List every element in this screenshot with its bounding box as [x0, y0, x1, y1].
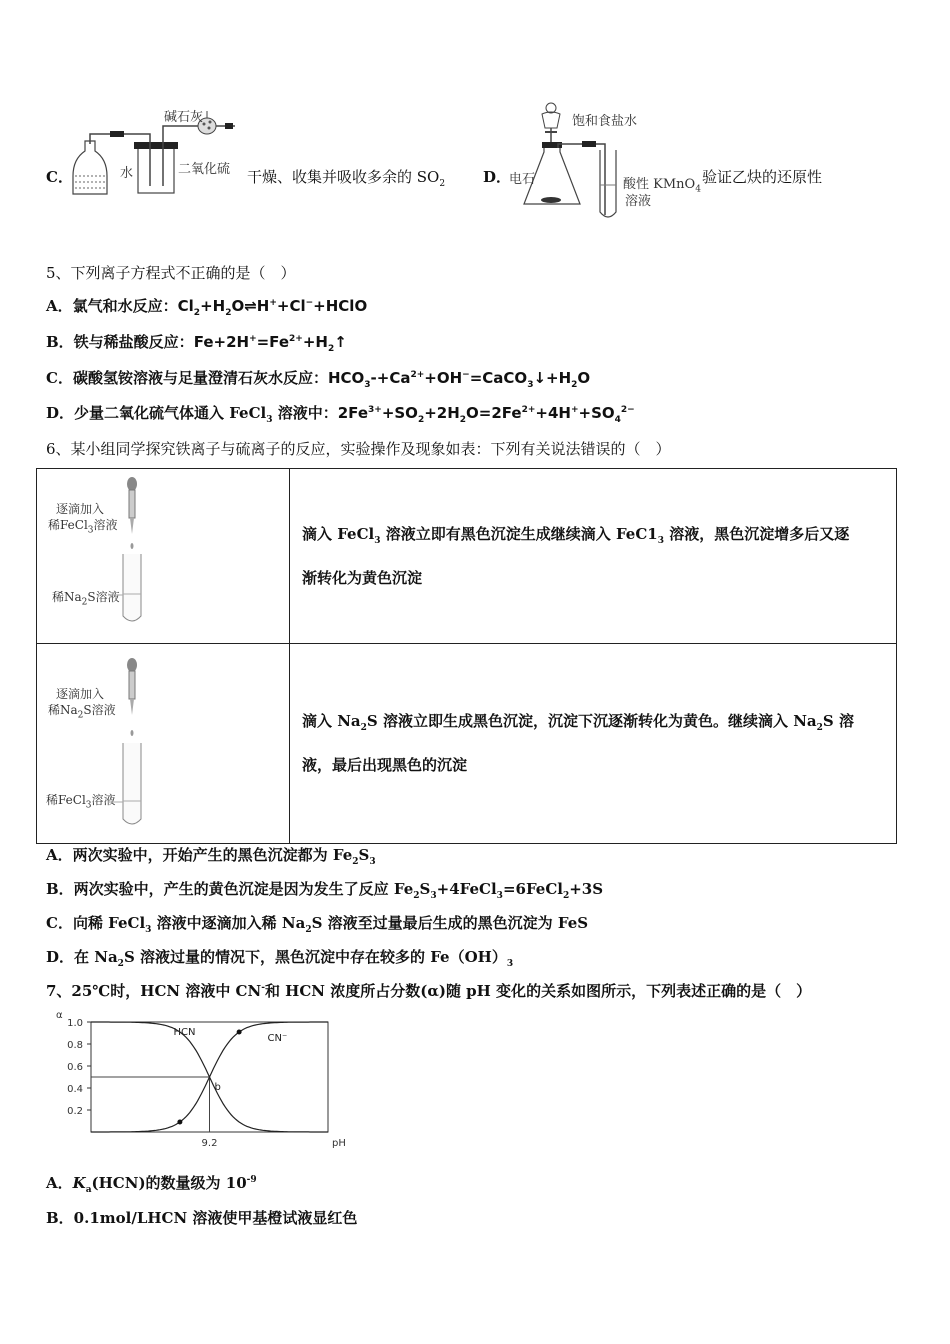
row2-drop-label-2: 稀$Na_2S$溶液: [48, 703, 116, 721]
q5-equation-b: $Fe+2H^+=Fe^{2+}+H_2↑$: [193, 333, 347, 354]
y-tick-label: 0.6: [67, 1062, 83, 1073]
q6-option-d: D．在 $Na_2S$ 溶液过量的情况下，黑色沉淀中存在较多的 $Fe(OH)_3$: [46, 948, 514, 969]
q5-equation-d: $2Fe^{3+}+SO_2+2H_2O=2Fe^{2+}+4H^++SO_4^{2-}$: [337, 404, 635, 425]
series-label-cn: CN⁻: [267, 1033, 288, 1044]
label-saturated-brine: 饱和食盐水: [572, 114, 638, 129]
x-axis-label: pH: [332, 1138, 346, 1149]
apparatus-c-illustration: [70, 106, 245, 198]
label-soda-lime: 碱石灰: [164, 110, 204, 125]
q5-option-d: D．少量二氧化硫气体通入 FeCl$_3$ 溶液中：$2Fe^{3+}+SO_2+2H_2O=2Fe^{2+}+4H^++SO_4^{2-}$: [46, 404, 635, 425]
row2-drop-label-1: 逐滴加入: [56, 687, 105, 701]
label-sulfur-dioxide: 二氧化硫: [178, 162, 231, 177]
experiment-2-observation: 滴入 $Na_2S$ 溶液立即生成黑色沉淀，沉淀下沉逐渐转化为黄色。继续滴入 $Na_2S$ 溶 液，最后出现黑色的沉淀: [290, 644, 897, 844]
y-tick-label: 0.2: [67, 1106, 83, 1117]
alpha-ph-chart: [46, 1010, 346, 1150]
q6-stem: 6、某小组同学探究铁离子与硫离子的反应，实验操作及现象如表：下列有关说法错误的（ ）: [46, 440, 671, 458]
experiment-row-1: [37, 469, 897, 644]
row1-drop-label-1: 逐滴加入: [56, 502, 105, 516]
q5-equation-a: $Cl_2+H_2O\rightleftharpoons H^++Cl^-+HClO$: [177, 297, 368, 318]
q5-option-c: C．碳酸氢铵溶液与足量澄清石灰水反应：$HCO_3-+Ca^{2+}+OH^-=CaCO_3↓+H_2O$: [46, 369, 591, 390]
q7-option-b: B．0.1mol/LHCN 溶液使甲基橙试液显红色: [46, 1209, 358, 1227]
q5-stem: 5、下列离子方程式不正确的是（ ）: [46, 264, 296, 282]
label-acidic-kmno4: 酸性 KMnO$_4$: [623, 177, 701, 195]
data-point-cn-high: [237, 1030, 242, 1035]
dropper-and-test-tube-2: [108, 655, 168, 837]
option-d-letter: D．: [483, 168, 512, 186]
label-water: 水: [120, 166, 134, 181]
option-c-letter: C．: [46, 168, 73, 186]
label-calcium-carbide: 电石: [509, 172, 536, 187]
option-c-text: 干燥、收集并吸收多余的 $SO_2$: [247, 168, 446, 189]
q5-equation-c: $HCO_3-+Ca^{2+}+OH^-=CaCO_3↓+H_2O$: [327, 369, 591, 390]
q6-option-b: B．两次实验中，产生的黄色沉淀是因为发生了反应 $Fe_2S_3+4FeCl_3=6FeCl_2+3S$: [46, 880, 604, 901]
q6-option-a: A．两次实验中，开始产生的黑色沉淀都为 $Fe_2S_3$: [46, 846, 376, 867]
experiment-2-illustration-cell: [37, 644, 290, 844]
row2-tube-label: 稀FeCl$_3$溶液: [46, 793, 116, 811]
q5-option-b: B．铁与稀盐酸反应：$Fe+2H^+=Fe^{2+}+H_2↑$: [46, 333, 347, 354]
q7-option-a: A．$K_a(HCN)$的数量级为 $10^{-9}$: [46, 1174, 257, 1195]
option-d-text: 验证乙炔的还原性: [702, 168, 823, 186]
series-label-hcn: HCN: [173, 1027, 196, 1038]
label-solution: 溶液: [625, 194, 652, 209]
experiment-1-illustration-cell: [37, 469, 290, 644]
y-tick-label: 0.4: [67, 1084, 83, 1095]
q7-stem: 7、25℃时，HCN 溶液中 CN-和 HCN 浓度所占分数(α)随 pH 变化的关系如图所示，下列表述正确的是（ ）: [46, 982, 812, 1000]
experiment-row-2: [37, 644, 897, 844]
q6-option-c: C．向稀 FeCl$_3$ 溶液中逐滴加入稀 $Na_2S$ 溶液至过量最后生成的黑色沉淀为 FeS: [46, 914, 589, 935]
dropper-and-test-tube-1: [108, 474, 168, 634]
y-axis-label: α: [56, 1010, 63, 1021]
experiment-1-observation: 滴入 FeCl$_3$ 溶液立即有黑色沉淀生成继续滴入 $FeC1_3$ 溶液，黑色沉淀增多后又逐 渐转化为黄色沉淀: [290, 469, 897, 644]
experiment-table: [36, 468, 897, 844]
y-tick-label: 1.0: [67, 1018, 83, 1029]
annotation-b: b: [214, 1082, 221, 1093]
row1-tube-label: 稀$Na_2S$溶液: [52, 590, 120, 608]
row1-drop-label-2: 稀FeCl$_3$溶液: [48, 518, 118, 536]
q5-option-a: A．氯气和水反应：$Cl_2+H_2O\rightleftharpoons H^++Cl^-+HClO$: [46, 297, 368, 318]
data-point-cn-low: [177, 1120, 182, 1125]
x-tick-label: 9.2: [201, 1138, 218, 1149]
y-tick-label: 0.8: [67, 1040, 83, 1051]
